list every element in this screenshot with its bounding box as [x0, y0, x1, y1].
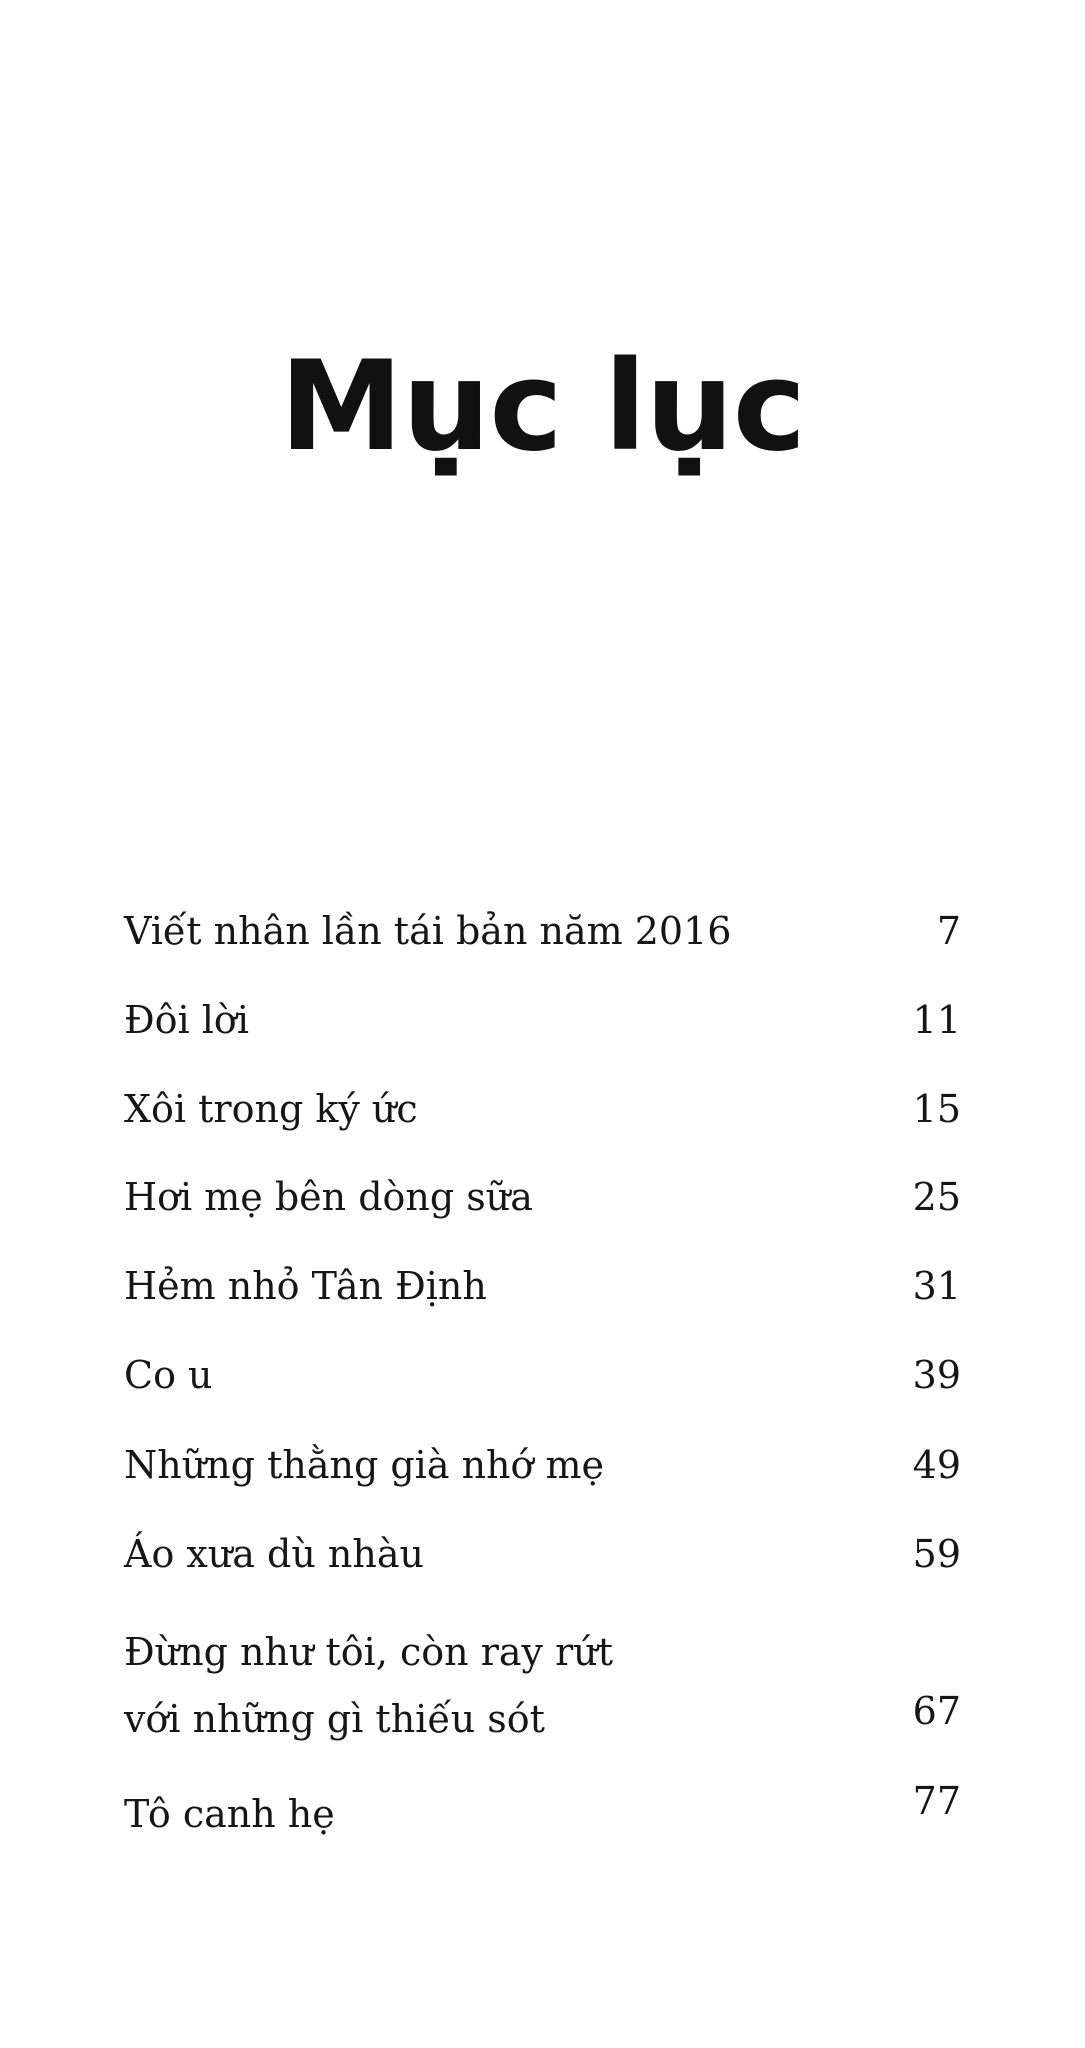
- toc-entry-title: Hơi mẹ bên dòng sữa: [124, 1175, 533, 1219]
- toc-entry-title: Áo xưa dù nhàu: [124, 1532, 424, 1576]
- toc-entry-page: 7: [936, 909, 961, 953]
- toc-entry-page: 77: [912, 1779, 961, 1823]
- toc-entry-page: 39: [912, 1353, 961, 1397]
- page-title: Mục lục: [279, 335, 806, 479]
- toc-entry-page: 67: [912, 1689, 961, 1733]
- toc-entry-page: 25: [912, 1175, 961, 1219]
- toc-entry-title: Tô canh hẹ: [124, 1792, 335, 1836]
- toc-entry-title: Đôi lời: [124, 998, 249, 1042]
- toc-entry-title-line2: với những gì thiếu sót: [124, 1697, 545, 1741]
- toc-entry-page: 11: [912, 998, 961, 1042]
- toc-entry-title: Xôi trong ký ức: [124, 1087, 418, 1131]
- toc-entry-title-line1: Đừng như tôi, còn ray rứt: [124, 1630, 613, 1674]
- toc-entry-page: 49: [912, 1443, 961, 1487]
- toc-entry-page: 15: [912, 1087, 961, 1131]
- toc-entry-title: Những thằng già nhớ mẹ: [124, 1443, 604, 1487]
- toc-entry-page: 59: [912, 1532, 961, 1576]
- toc-entry-title: Co u: [124, 1353, 213, 1397]
- toc-entry-title: Hẻm nhỏ Tân Định: [124, 1264, 487, 1308]
- toc-entry-title: Viết nhân lần tái bản năm 2016: [124, 909, 732, 953]
- toc-entry-page: 31: [912, 1264, 961, 1308]
